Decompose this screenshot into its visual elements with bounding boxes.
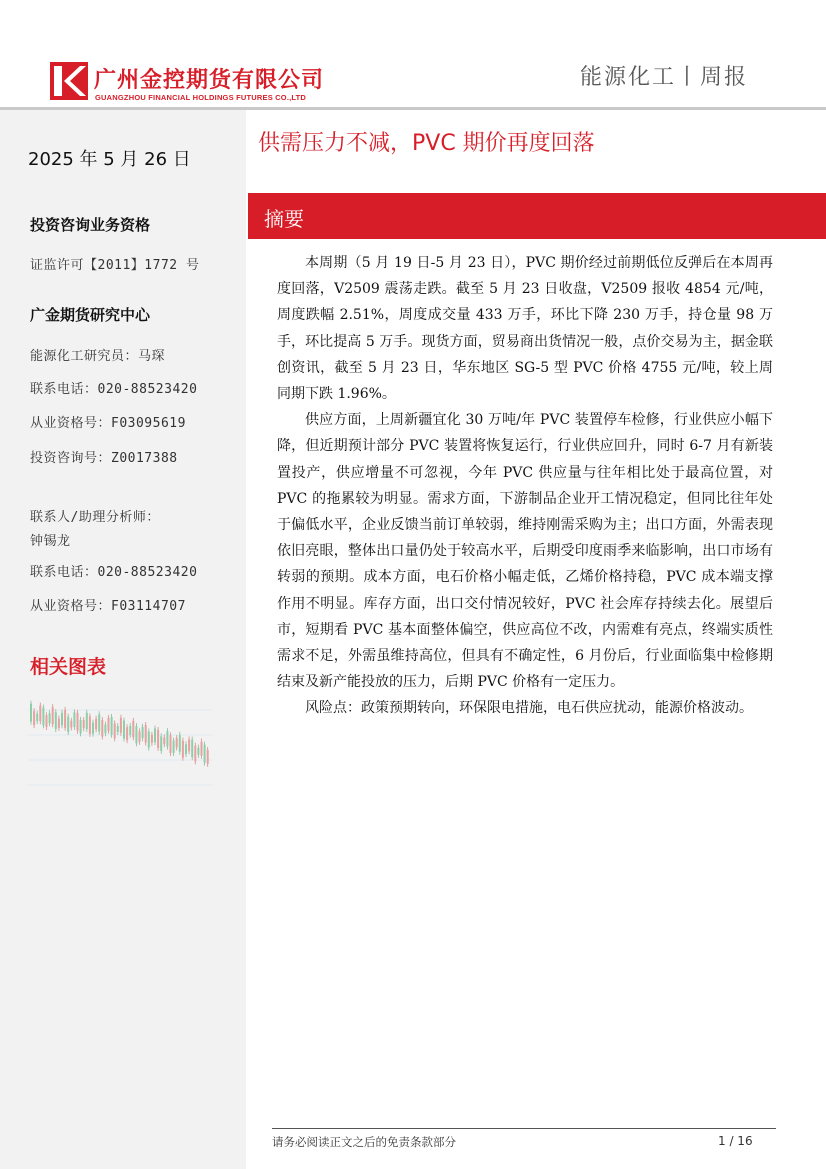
candle-body: [166, 731, 168, 746]
candle-body: [111, 717, 113, 735]
candle-body: [201, 742, 203, 756]
candle-body: [154, 729, 156, 743]
page-number: 1 / 16: [718, 1134, 753, 1148]
research-center-heading: 广金期货研究中心: [30, 306, 151, 324]
report-date: 2025 年 5 月 26 日: [28, 149, 191, 170]
footer-disclaimer: 请务必阅读正文之后的免责条款部分: [272, 1135, 456, 1149]
candle-body: [126, 727, 128, 740]
candle-body: [142, 727, 144, 738]
candle-body: [151, 735, 153, 743]
candle-body: [61, 713, 63, 725]
candlestick-thumbnail: [30, 701, 209, 767]
candle-body: [204, 745, 206, 763]
candle-body: [92, 723, 94, 734]
candle-body: [179, 735, 181, 752]
qualification-block: [30, 214, 150, 235]
candle-body: [98, 714, 100, 731]
report-title: 供需压力不减，PVC 期价再度回落: [258, 131, 595, 156]
candle-body: [42, 708, 44, 726]
candle-body: [145, 725, 147, 743]
candle-body: [30, 704, 32, 722]
license-block: [30, 254, 199, 273]
page-header: [0, 0, 826, 110]
candle-body: [114, 723, 116, 738]
candle-body: [67, 717, 69, 732]
candle-body: [80, 720, 82, 733]
candle-body: [73, 712, 75, 726]
candle-body: [39, 706, 41, 722]
candle-body: [188, 739, 190, 751]
footer-divider: [272, 1128, 776, 1129]
candle-body: [129, 726, 131, 735]
candle-body: [83, 720, 85, 728]
consult1-block: [30, 447, 178, 466]
candle-body: [55, 712, 57, 729]
candle-body: [104, 725, 106, 734]
researcher-block: [30, 345, 165, 364]
candle-body: [120, 718, 122, 733]
candle-body: [49, 713, 51, 723]
candle-body: [77, 713, 79, 731]
candle-body: [36, 714, 38, 721]
candle-body: [173, 741, 175, 753]
candle-body: [46, 715, 48, 727]
candle-body: [86, 713, 88, 729]
candle-body: [170, 735, 172, 753]
summary-heading: 摘要: [264, 207, 304, 231]
candle-body: [194, 746, 196, 762]
candle-body: [185, 744, 187, 754]
cert2-block: [30, 595, 186, 614]
candle-body: [132, 721, 134, 738]
candle-body: [64, 710, 66, 728]
phone1-block: [30, 378, 197, 397]
candle-body: [58, 719, 60, 728]
related-chart-thumbnail: [28, 690, 212, 798]
candle-body: [70, 721, 72, 728]
candle-body: [33, 711, 35, 725]
researcher-name: 能源化工研究员：马琛: [30, 349, 166, 364]
contact-name: 钟锡龙: [30, 534, 71, 549]
consulting-number: 投资咨询号：Z0017388: [30, 451, 178, 466]
risk-paragraph: 风险点：政策预期转向，环保限电措施，电石供应扰动，能源价格波动。: [305, 700, 753, 717]
candle-body: [182, 741, 184, 758]
report-type: 能源化工丨周报: [579, 65, 748, 90]
candle-body: [148, 732, 150, 748]
summary-body: [277, 250, 773, 722]
candle-body: [52, 707, 54, 724]
candle-body: [176, 738, 178, 747]
contact-phone-2: 联系电话：020-88523420: [30, 565, 198, 580]
contact-label-block: [30, 506, 160, 525]
center-block: [30, 304, 150, 325]
cert1-block: [30, 412, 186, 431]
candle-body: [89, 716, 91, 734]
company-name-cn: 广州金控期货有限公司: [94, 68, 325, 93]
candle-body: [123, 721, 125, 739]
candle-body: [117, 726, 119, 732]
candle-body: [101, 720, 103, 736]
qualification-heading: 投资咨询业务资格: [30, 216, 151, 234]
candle-body: [207, 750, 209, 764]
summary-section-bar: [248, 193, 826, 239]
candle-body: [163, 737, 165, 744]
candle-body: [157, 730, 159, 748]
summary-paragraph: 供应方面，上周新疆宜化 30 万吨/年 PVC 装置停车检修，行业供应小幅下降，但近期预计部分 PVC 装置将恢复运行，行业供应回升，同时 6-7 月有新装置投产，供应增量不可忽视，今年 PVC 供应量与往年相比处于最高位置，对 PVC 的拖累较为明显。需求方面，下游制品企业开工情况稳定，但同比往年处于偏低水平，企业反馈当前订单较弱，维持刚需采购为主；出口方面，外需表现依旧亮眼，整体出口量仍处于较高水平，后期受印度雨季来临影响，出口市场有转弱的预期。成本方面，电石价格小幅走低，乙烯价格持稳，PVC 成本端支撑作用不明显。库存方面，出口交付情况较好，PVC 社会库存持续去化。展望后市，短期看 PVC 基本面整体偏空，供应高位不改，内需难有亮点，终端实质性需求不足，外需虽维持高位，但具有不确定性，6 月份后，行业面临集中检修期结束及新产能投放的压力，后期 PVC 价格有一定压力。: [277, 412, 773, 691]
contact-label: 联系人/助理分析师：: [30, 510, 160, 525]
candle-body: [95, 719, 97, 730]
license-number: 证监许可【2011】1772 号: [30, 258, 200, 273]
company-logo-icon: [50, 62, 88, 100]
related-charts-heading: 相关图表: [30, 656, 107, 678]
candle-body: [139, 731, 141, 742]
company-name-en: GUANGZHOU FINANCIAL HOLDINGS FUTURES CO.,LTD: [95, 93, 307, 102]
candle-body: [191, 740, 193, 758]
summary-paragraph: 本周期（5 月 19 日-5 月 23 日），PVC 期价经过前期低位反弹后在本周再度回落，V2509 震荡走跌。截至 5 月 23 日收盘，V2509 报收 4854 元/吨，周度跌幅 2.51%，周度成交量 433 万手，环比下降 230 万手，持仓量 98 万手，环比提高 5 万手。现货方面，贸易商出货情况一般，点价交易为主，据金联创资讯，截至 5 月 23 日，华东地区 SG-5 型 PVC 价格 4755 元/吨，较上周同期下跌 1.96%。: [277, 255, 773, 403]
candle-body: [160, 736, 162, 750]
contact-name-block: [30, 530, 71, 549]
candle-body: [108, 718, 110, 731]
qualification-number: 从业资格号：F03095619: [30, 416, 186, 431]
candle-body: [197, 748, 199, 755]
qualification-number-2: 从业资格号：F03114707: [30, 599, 186, 614]
candle-body: [135, 726, 137, 743]
phone2-block: [30, 561, 197, 580]
contact-phone: 联系电话：020-88523420: [30, 382, 198, 397]
